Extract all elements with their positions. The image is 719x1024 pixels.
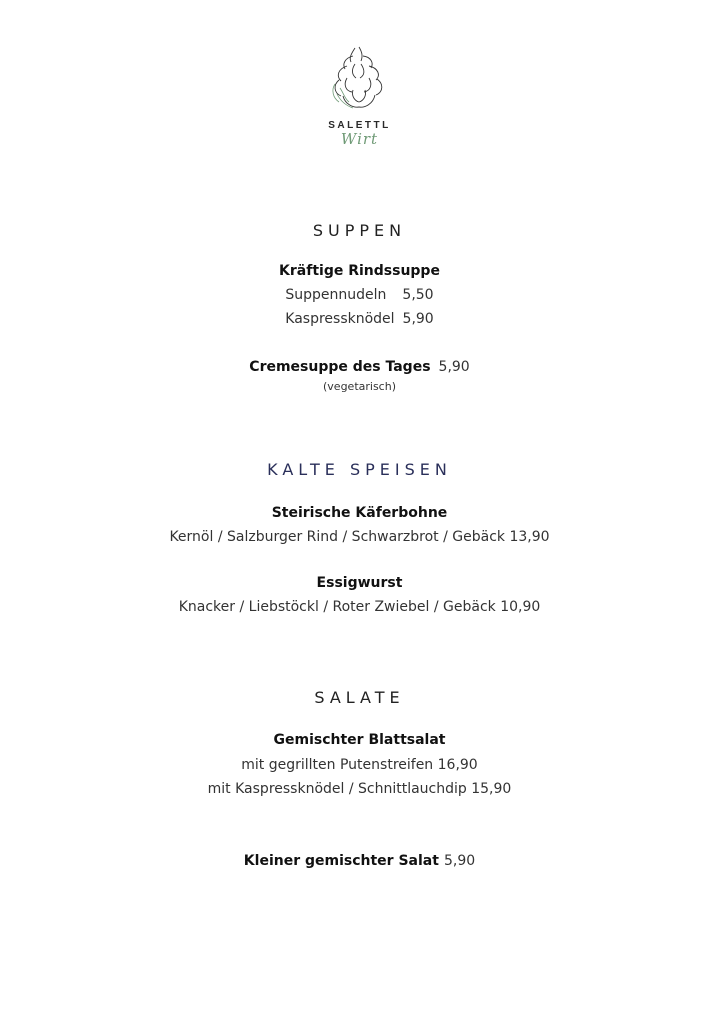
section-heading-kalte-speisen: KALTE SPEISEN (267, 460, 452, 479)
section-heading-suppen: SUPPEN (312, 221, 407, 240)
dish-name: Steirische Käferbohne (271, 505, 448, 521)
option-name: Suppennudeln (285, 287, 387, 303)
dish-row (0, 850, 719, 869)
dish-note: (vegetarisch) (323, 380, 396, 393)
dish-name: Essigwurst (316, 575, 403, 591)
option-price: 5,50 (402, 287, 434, 303)
dish-price: 5,90 (444, 853, 476, 869)
pinecone-icon (325, 44, 395, 114)
dish-option (0, 311, 719, 327)
dish-detail: Kernöl / Salzburger Rind / Schwarzbrot / Gebäck 13,90 (169, 529, 550, 545)
section-heading-salate: SALATE (314, 688, 405, 707)
dish-name: Kleiner gemischter Salat (243, 853, 439, 869)
dish-option (0, 287, 719, 303)
option-price: 5,90 (402, 311, 434, 327)
dish-name: Cremesuppe des Tages (249, 359, 431, 375)
brand-subtitle: Wirt (340, 130, 379, 148)
dish-detail: Knacker / Liebstöckl / Roter Zwiebel / Gebäck 10,90 (178, 599, 541, 615)
dish-price: 5,90 (438, 359, 470, 375)
dish-detail: mit gegrillten Putenstreifen 16,90 (241, 757, 478, 773)
dish-row (0, 356, 719, 375)
dish-name: Gemischter Blattsalat (273, 732, 446, 748)
dish-detail: mit Kaspressknödel / Schnittlauchdip 15,90 (207, 781, 512, 797)
dish-name: Kräftige Rindssuppe (279, 263, 440, 279)
brand-name: SALETTL (328, 120, 391, 131)
option-name: Kaspressknödel (285, 311, 395, 327)
